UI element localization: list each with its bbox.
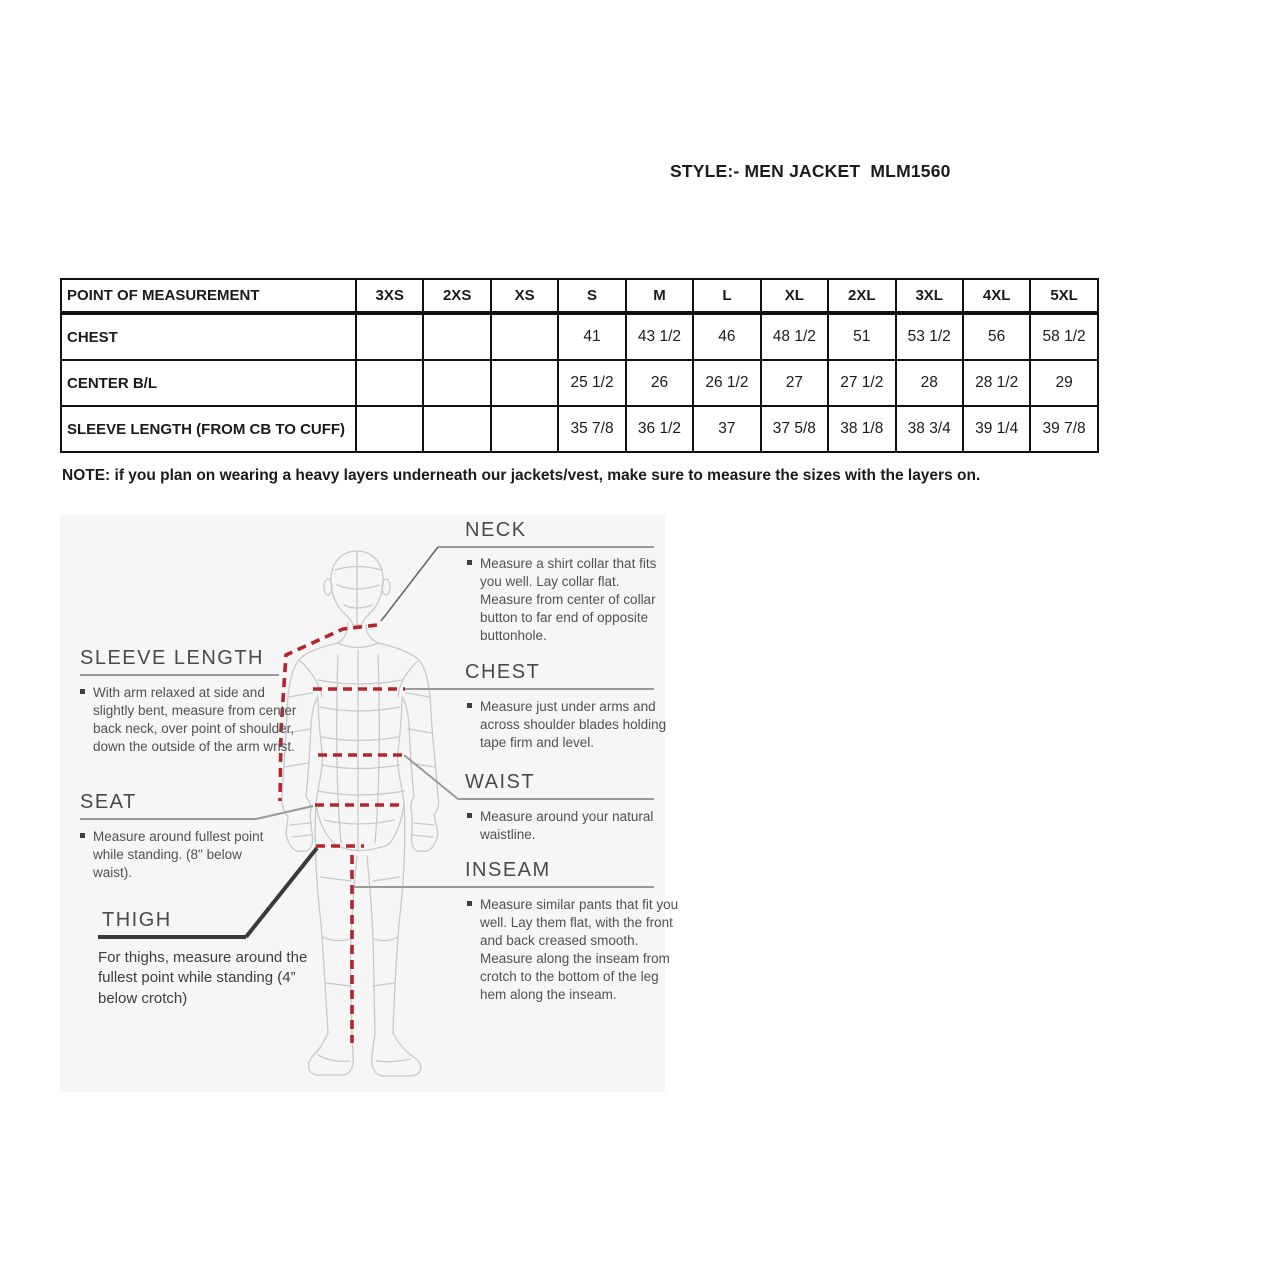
size-value-cell: 37 (693, 406, 760, 452)
waist-description (467, 808, 667, 844)
waist-label (465, 771, 535, 794)
size-column-header: 2XL (828, 279, 895, 313)
row-label: CENTER B/L (61, 360, 356, 406)
row-label: SLEEVE LENGTH (FROM CB TO CUFF) (61, 406, 356, 452)
chest-description (467, 698, 675, 752)
size-value-cell: 26 (626, 360, 693, 406)
size-value-cell (356, 406, 423, 452)
size-value-cell: 27 (761, 360, 828, 406)
size-value-cell: 36 1/2 (626, 406, 693, 452)
size-value-cell: 53 1/2 (896, 313, 963, 360)
sleeve-length-heading: SLEEVE LENGTH (80, 647, 265, 669)
neck-label (465, 519, 527, 542)
size-value-cell: 51 (828, 313, 895, 360)
bullet-marker (467, 901, 472, 906)
size-chart-body (61, 313, 1098, 452)
sleeve-length-description (80, 684, 298, 756)
size-value-cell (423, 313, 490, 360)
size-column-header: M (626, 279, 693, 313)
seat-label (80, 791, 137, 814)
size-value-cell: 25 1/2 (558, 360, 625, 406)
size-value-cell (356, 360, 423, 406)
sleeve-length-label (80, 647, 264, 670)
measurement-column-header: POINT OF MEASUREMENT (61, 279, 356, 313)
thigh-description (98, 948, 328, 1009)
chest-label (465, 661, 540, 684)
neck-heading: NECK (465, 519, 527, 541)
size-column-header: XS (491, 279, 558, 313)
size-value-cell (423, 406, 490, 452)
chest-heading: CHEST (465, 661, 541, 683)
waist-description-text: Measure around your natural waistline. (480, 809, 654, 842)
size-value-cell: 27 1/2 (828, 360, 895, 406)
size-chart-table (60, 278, 1099, 453)
seat-description (80, 828, 280, 882)
size-value-cell (491, 313, 558, 360)
size-value-cell: 28 (896, 360, 963, 406)
size-column-header: L (693, 279, 760, 313)
size-value-cell: 35 7/8 (558, 406, 625, 452)
seat-heading: SEAT (80, 791, 137, 813)
size-value-cell: 39 1/4 (963, 406, 1030, 452)
measurement-diagram (60, 515, 679, 1092)
size-value-cell: 48 1/2 (761, 313, 828, 360)
size-value-cell: 38 3/4 (896, 406, 963, 452)
size-value-cell: 46 (693, 313, 760, 360)
table-row (61, 360, 1098, 406)
table-row (61, 313, 1098, 360)
inseam-description-text: Measure similar pants that fit you well. Lay them flat, with the front and back creased smooth. Measure along the inseam from crotch to the bottom of the leg hem along the inseam. (480, 897, 679, 1002)
thigh-label (102, 909, 172, 932)
size-chart (60, 278, 1097, 453)
seat-description-text: Measure around fullest point while standing. (8" below waist). (93, 829, 264, 880)
size-column-header: 5XL (1030, 279, 1097, 313)
size-value-cell: 56 (963, 313, 1030, 360)
size-value-cell: 28 1/2 (963, 360, 1030, 406)
inseam-label (465, 859, 551, 882)
document-title: STYLE:- MEN JACKET MLM1560 (670, 161, 951, 181)
size-value-cell: 58 1/2 (1030, 313, 1097, 360)
inseam-description (467, 896, 679, 1004)
bullet-marker (80, 833, 85, 838)
size-column-header: XL (761, 279, 828, 313)
size-value-cell (423, 360, 490, 406)
thigh-description-text: For thighs, measure around the fullest point while standing (4” below crotch) (98, 949, 308, 1007)
size-value-cell (356, 313, 423, 360)
bullet-marker (467, 560, 472, 565)
row-label: CHEST (61, 313, 356, 360)
waist-heading: WAIST (465, 771, 536, 793)
bullet-marker (467, 813, 472, 818)
size-value-cell: 26 1/2 (693, 360, 760, 406)
inseam-heading: INSEAM (465, 859, 551, 881)
note-text: NOTE: if you plan on wearing a heavy layers underneath our jackets/vest, make sure to measure the sizes with the layers on. (62, 467, 981, 484)
size-column-header: S (558, 279, 625, 313)
size-value-cell (491, 360, 558, 406)
size-value-cell: 29 (1030, 360, 1097, 406)
bullet-marker (80, 689, 85, 694)
size-column-header: 4XL (963, 279, 1030, 313)
size-column-header: 3XS (356, 279, 423, 313)
size-value-cell (491, 406, 558, 452)
neck-description-text: Measure a shirt collar that fits you well. Lay collar flat. Measure from center of collar button to far end of opposite buttonhole. (480, 556, 657, 643)
thigh-heading: THIGH (102, 909, 172, 931)
sleeve-length-description-text: With arm relaxed at side and slightly bent, measure from center back neck, over point of shoulder, down the outside of the arm wrist. (93, 685, 297, 754)
chest-description-text: Measure just under arms and across shoulder blades holding tape firm and level. (480, 699, 667, 750)
size-value-cell: 38 1/8 (828, 406, 895, 452)
bullet-marker (467, 703, 472, 708)
size-value-cell: 41 (558, 313, 625, 360)
size-column-header: 2XS (423, 279, 490, 313)
size-value-cell: 37 5/8 (761, 406, 828, 452)
size-value-cell: 43 1/2 (626, 313, 693, 360)
neck-description (467, 555, 667, 645)
size-column-header: 3XL (896, 279, 963, 313)
size-value-cell: 39 7/8 (1030, 406, 1097, 452)
table-row (61, 406, 1098, 452)
size-chart-header (61, 279, 1098, 313)
